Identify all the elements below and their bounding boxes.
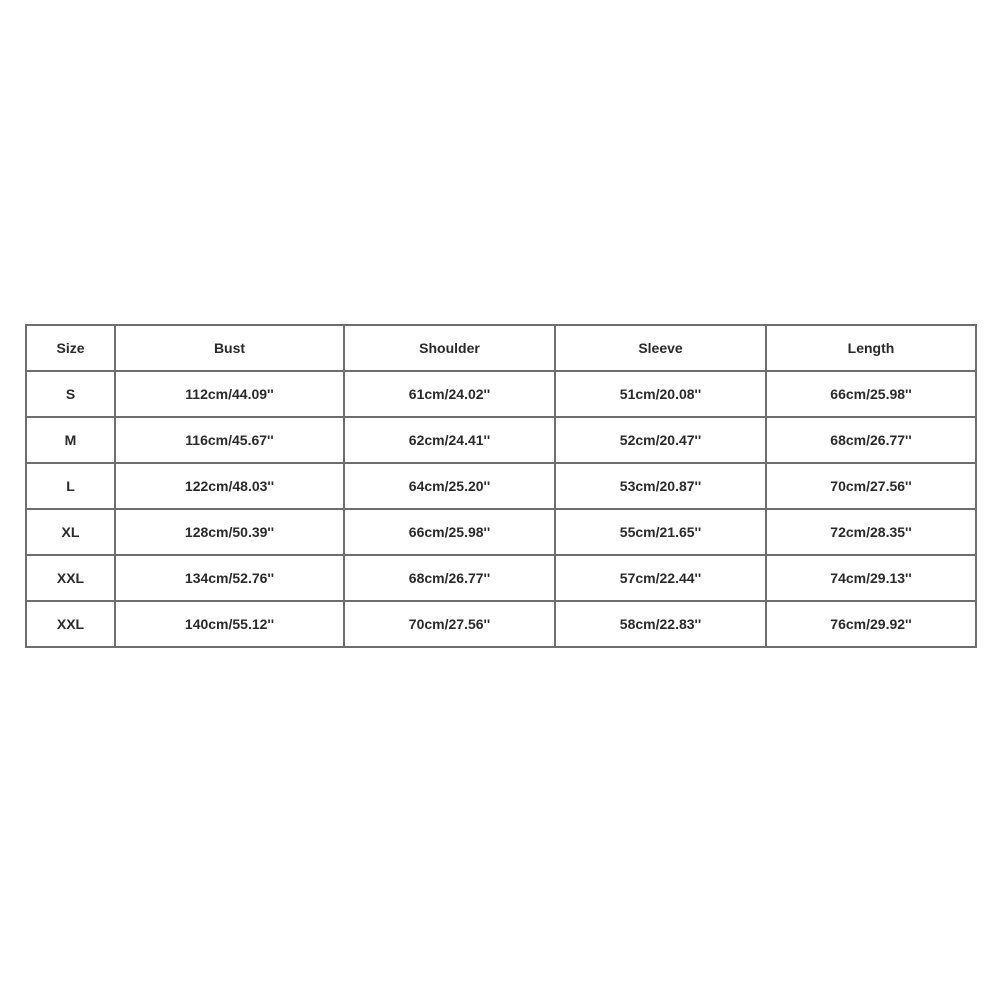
cell-bust: 140cm/55.12'' bbox=[115, 601, 344, 647]
cell-shoulder: 62cm/24.41'' bbox=[344, 417, 555, 463]
cell-size: XL bbox=[26, 509, 115, 555]
cell-size: M bbox=[26, 417, 115, 463]
cell-length: 76cm/29.92'' bbox=[766, 601, 976, 647]
table-row bbox=[26, 601, 976, 647]
cell-sleeve: 53cm/20.87'' bbox=[555, 463, 766, 509]
cell-size: L bbox=[26, 463, 115, 509]
header-size: Size bbox=[26, 325, 115, 371]
cell-bust: 122cm/48.03'' bbox=[115, 463, 344, 509]
header-length: Length bbox=[766, 325, 976, 371]
cell-length: 70cm/27.56'' bbox=[766, 463, 976, 509]
cell-shoulder: 61cm/24.02'' bbox=[344, 371, 555, 417]
cell-bust: 112cm/44.09'' bbox=[115, 371, 344, 417]
cell-sleeve: 57cm/22.44'' bbox=[555, 555, 766, 601]
cell-sleeve: 58cm/22.83'' bbox=[555, 601, 766, 647]
cell-bust: 128cm/50.39'' bbox=[115, 509, 344, 555]
cell-length: 68cm/26.77'' bbox=[766, 417, 976, 463]
table-row bbox=[26, 509, 976, 555]
cell-length: 66cm/25.98'' bbox=[766, 371, 976, 417]
cell-size: XXL bbox=[26, 555, 115, 601]
table-row bbox=[26, 417, 976, 463]
table-row bbox=[26, 463, 976, 509]
cell-shoulder: 68cm/26.77'' bbox=[344, 555, 555, 601]
cell-bust: 116cm/45.67'' bbox=[115, 417, 344, 463]
header-sleeve: Sleeve bbox=[555, 325, 766, 371]
header-row bbox=[26, 325, 976, 371]
table-row bbox=[26, 555, 976, 601]
cell-length: 74cm/29.13'' bbox=[766, 555, 976, 601]
cell-length: 72cm/28.35'' bbox=[766, 509, 976, 555]
cell-shoulder: 66cm/25.98'' bbox=[344, 509, 555, 555]
cell-sleeve: 52cm/20.47'' bbox=[555, 417, 766, 463]
cell-size: S bbox=[26, 371, 115, 417]
cell-size: XXL bbox=[26, 601, 115, 647]
cell-shoulder: 70cm/27.56'' bbox=[344, 601, 555, 647]
size-chart-table bbox=[25, 324, 977, 648]
cell-bust: 134cm/52.76'' bbox=[115, 555, 344, 601]
header-bust: Bust bbox=[115, 325, 344, 371]
cell-sleeve: 51cm/20.08'' bbox=[555, 371, 766, 417]
table-row bbox=[26, 371, 976, 417]
cell-sleeve: 55cm/21.65'' bbox=[555, 509, 766, 555]
header-shoulder: Shoulder bbox=[344, 325, 555, 371]
cell-shoulder: 64cm/25.20'' bbox=[344, 463, 555, 509]
